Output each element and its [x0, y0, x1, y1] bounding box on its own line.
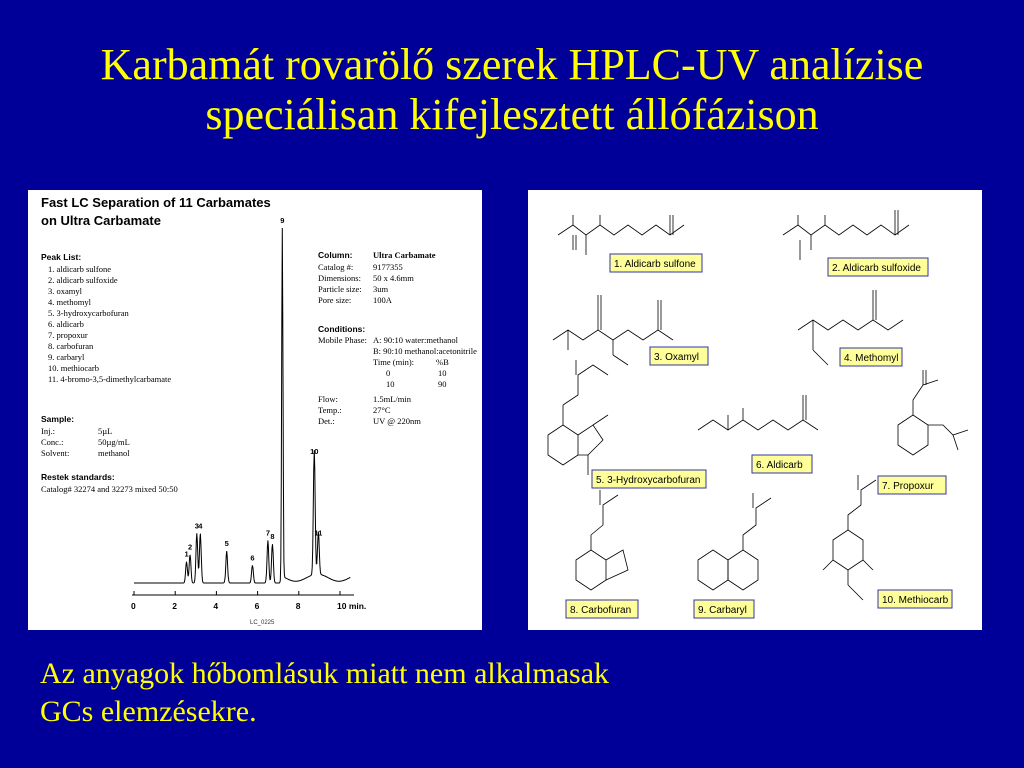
x-axis-tick-label: 10 min. [337, 601, 367, 611]
gradient-table [386, 368, 447, 389]
structure-label: 6. Aldicarb [756, 460, 803, 471]
peak-list [48, 264, 171, 384]
peak-list-item: 1. aldicarb sulfone [48, 264, 112, 274]
peak-labels [184, 216, 322, 562]
x-axis-tick-label: 8 [295, 601, 301, 611]
condition-value: UV @ 220nm [373, 416, 421, 426]
condition-label: Temp.: [318, 405, 342, 415]
caption [40, 655, 609, 731]
mobile-phase-label: Mobile Phase: [318, 335, 367, 345]
condition-label: Det.: [318, 416, 335, 426]
peak-label: 2 [187, 542, 193, 552]
column-value: 3um [373, 284, 389, 294]
condition-value: 27°C [373, 405, 391, 415]
column-label: Pore size: [318, 295, 352, 305]
slide-title [0, 40, 1024, 140]
column-list [318, 262, 414, 305]
methiocarb-structure [823, 475, 876, 600]
caption-line-2: GCs elemzésekre. [40, 695, 257, 728]
conditions-title: Conditions: [318, 324, 366, 334]
sample-list [41, 426, 130, 458]
structures-figure [528, 190, 982, 630]
structure-label: 8. Carbofuran [570, 605, 632, 616]
peak-list-item: 6. aldicarb [48, 319, 84, 329]
mobile-phase-list [373, 335, 477, 356]
aldicarb-sulfoxide-structure [783, 210, 909, 260]
column-value: 9177355 [373, 262, 403, 272]
peak-label: 4 [198, 521, 203, 531]
structure-label: 3. Oxamyl [654, 352, 700, 363]
aldicarb-structure [698, 395, 818, 430]
chromatogram-heading-1: Fast LC Separation of 11 Carbamates [41, 195, 271, 210]
peak-label: 5 [224, 539, 229, 549]
structure-label: 5. 3-Hydroxycarbofuran [596, 475, 701, 486]
x-axis-tick-label: 6 [254, 601, 260, 611]
peak-list-item: 9. carbaryl [48, 352, 85, 362]
caption-line-1: Az anyagok hőbomlásuk miatt nem alkalmasak [40, 657, 610, 690]
peak-label: 10 [310, 446, 319, 456]
peak-list-item: 7. propoxur [48, 330, 88, 340]
peak-list-item: 4. methomyl [48, 297, 91, 307]
structures-panel [528, 190, 982, 630]
peak-label: 8 [270, 531, 275, 541]
sample-label: Solvent: [41, 448, 70, 458]
title-line-2: speciálisan kifejlesztett állófázison [205, 90, 819, 139]
column-label: Particle size: [318, 284, 362, 294]
sample-value: methanol [98, 448, 130, 458]
peak-label: 1 [184, 549, 189, 559]
peak-list-item: 11. 4-bromo-3,5-dimethylcarbamate [48, 374, 172, 384]
sample-label: Inj.: [41, 426, 55, 436]
peak-list-item: 2. aldicarb sulfoxide [48, 275, 118, 285]
propoxur-structure [898, 370, 968, 455]
column-label: Dimensions: [318, 273, 361, 283]
sample-label: Conc.: [41, 437, 64, 447]
peak-label: 3 [194, 521, 199, 531]
sample-value: 50µg/mL [98, 437, 130, 447]
carbaryl-structure [698, 493, 771, 590]
standards-text: Catalog# 32274 and 32273 mixed 50:50 [41, 484, 178, 494]
carbofuran-structure [576, 490, 628, 590]
structure-label: 1. Aldicarb sulfone [614, 259, 696, 270]
gradient-time-header: Time (min): [373, 357, 415, 367]
structure-labels [566, 254, 952, 618]
condition-value: 1.5mL/min [373, 394, 412, 404]
column-label: Catalog #: [318, 262, 354, 272]
column-value: 100A [373, 295, 392, 305]
structure-label: 10. Methiocarb [882, 595, 949, 606]
peak-label: 6 [250, 553, 255, 563]
chromatogram-panel [28, 190, 482, 630]
sample-title: Sample: [41, 414, 75, 424]
aldicarb-sulfone-structure [558, 215, 684, 255]
structure-label: 4. Methomyl [844, 353, 899, 364]
peak-label: 11 [314, 528, 323, 538]
chromatogram-footnote: LC_0225 [250, 620, 275, 626]
peak-list-item: 3. oxamyl [48, 286, 82, 296]
structure-label: 7. Propoxur [882, 481, 934, 492]
peak-list-item: 5. 3-hydroxycarbofuran [48, 308, 129, 318]
x-axis-tick-label: 2 [172, 601, 177, 611]
sample-value: 5µL [98, 426, 113, 436]
other-conditions [318, 394, 421, 426]
peak-list-title: Peak List: [41, 252, 82, 262]
peak-list-item: 10. methiocarb [48, 363, 99, 373]
structure-label: 2. Aldicarb sulfoxide [832, 263, 921, 274]
chromatogram-figure [28, 190, 482, 630]
gradient-b: 90 [438, 379, 447, 389]
hydroxycarbofuran-structure [548, 360, 608, 475]
column-name: Ultra Carbamate [373, 250, 436, 260]
standards-title: Restek standards: [41, 472, 115, 482]
x-axis-tick-label: 4 [213, 601, 219, 611]
gradient-b: 10 [438, 368, 447, 378]
peak-label: 9 [280, 216, 285, 225]
column-value: 50 x 4.6mm [373, 273, 414, 283]
title-line-1: Karbamát rovarölő szerek HPLC-UV analízise [100, 40, 924, 89]
mobile-phase-item: A: 90:10 water:methanol [373, 335, 458, 345]
peak-list-item: 8. carbofuran [48, 341, 94, 351]
condition-label: Flow: [318, 394, 338, 404]
gradient-time: 10 [386, 379, 395, 389]
mobile-phase-item: B: 90:10 methanol:acetonitrile [373, 346, 477, 356]
gradient-time: 0 [386, 368, 391, 378]
gradient-b-header: %B [436, 357, 449, 367]
x-axis-ticks [131, 591, 366, 611]
chromatogram-heading-2: on Ultra Carbamate [41, 213, 161, 228]
structure-label: 9. Carbaryl [698, 605, 747, 616]
x-axis-tick-label: 0 [131, 601, 136, 611]
peak-label: 7 [265, 528, 270, 538]
column-title: Column: [318, 250, 353, 260]
